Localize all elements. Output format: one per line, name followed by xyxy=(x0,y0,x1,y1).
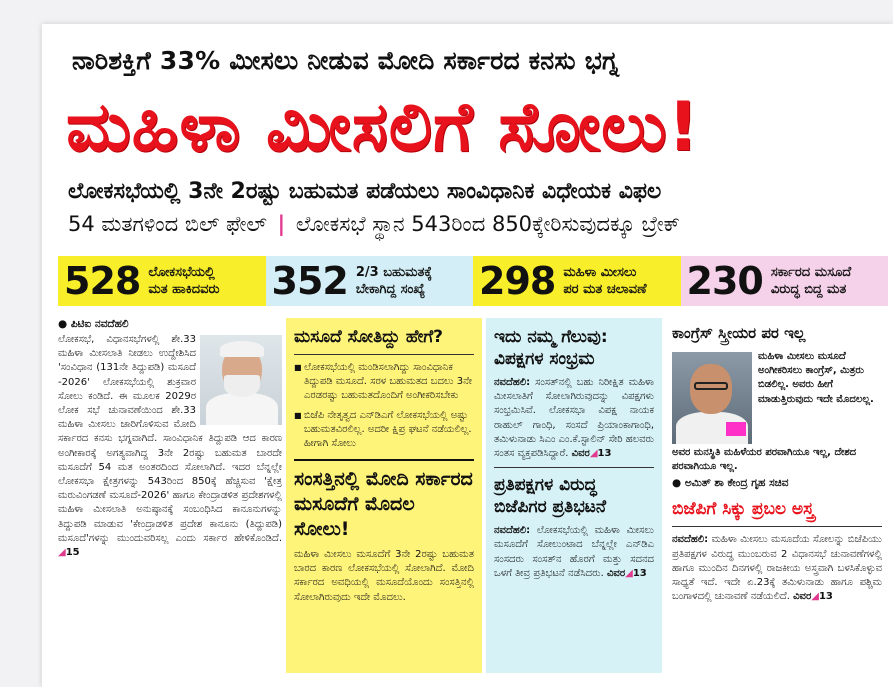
bjp-column xyxy=(666,318,888,673)
congress-heading: ಕಾಂಗ್ರೆಸ್ ಸ್ತ್ರೀಯರ ಪರ ಇಲ್ಲ xyxy=(672,324,806,342)
subheadline-2-part-b: ಲೋಕಸಭೆ ಸ್ಥಾನ 543ರಿಂದ 850ಕ್ಕೇರಿಸುವುದಕ್ಕೂ ಬ್ರೇಕ್ xyxy=(295,212,680,236)
main-headline: ಮಹಿಳಾ ಮೀಸಲಿಗೆ ಸೋಲು! xyxy=(66,88,700,167)
quote-text: ಅವರ ಮನಸ್ಥಿತಿ ಮಹಿಳೆಯರ ಪರವಾಗಿಯೂ ಇಲ್ಲ, ದೇಶದ ಪರವಾಗಿಯೂ ಇಲ್ಲ. xyxy=(672,447,857,473)
explainer-bullet: ■ ಬಿಜೆಪಿ ನೇತೃತ್ವದ ಎನ್‌ಡಿಎಗೆ ಲೋಕಸಭೆಯಲ್ಲಿ ಅಷ್ಟು ಬಹುಮತವಿರಲಿಲ್ಲ. ಅದರೀ ಕ್ಷಿಪ್ರ ಘಟನೆ ನಡೆಯಲಿಲ್ಲ. ಹೀಗಾಗಿ ಸೋಲು xyxy=(294,409,474,451)
bjp-weapon-heading: ಬಿಜೆಪಿಗೆ ಸಿಕ್ಕು ಪ್ರಬಲ ಅಸ್ತ್ರ xyxy=(672,499,815,520)
divider xyxy=(494,467,654,468)
stats-strip xyxy=(58,256,888,306)
stat-number: 298 xyxy=(479,259,556,303)
opposition-column xyxy=(486,318,662,673)
stat-number: 528 xyxy=(64,259,141,303)
first-defeat-body: ಮಹಿಳಾ ಮೀಸಲು ಮಸೂದೆಗೆ 3ನೇ 2ರಷ್ಟು ಬಹುಮತ ಬಾರದ ಕಾರಣ ಲೋಕಸಭೆಯಲ್ಲಿ ಸೋಲಾಗಿದೆ. ಮೋದಿ ಸರ್ಕಾರದ ಅವಧಿಯಲ್ಲಿ ಮಸೂದೆಯೊಂದು ಸಂಸತ್ತಿನಲ್ಲಿ ಸೋಲಾಗಿರುವುದು ಇದೇ ಮೊದಲು. xyxy=(294,549,474,603)
subheadline-2 xyxy=(68,212,888,237)
stat-number: 352 xyxy=(271,259,348,303)
quote-attribution: ● ಅಮಿತ್ ಶಾ ಕೇಂದ್ರ ಗೃಹ ಸಚಿವ xyxy=(672,477,789,490)
first-defeat-heading: ಸಂಸತ್ತಿನಲ್ಲಿ ಮೋದಿ ಸರ್ಕಾರದ ಮಸೂದೆಗೆ ಮೊದಲ ಸೋಲು! xyxy=(294,459,474,542)
stat-box-voted xyxy=(58,256,266,306)
subheadline-1: ಲೋಕಸಭೆಯಲ್ಲಿ 3ನೇ 2ರಷ್ಟು ಬಹುಮತ ಪಡೆಯಲು ಸಾಂವಿಧಾನಿಕ ವಿಧೇಯಕ ವಿಫಲ xyxy=(68,179,662,204)
stat-label: ಮಹಿಳಾ ಮೀಸಲು ಪರ ಮತ ಚಲಾವಣೆ xyxy=(563,265,647,297)
stat-number: 230 xyxy=(686,259,763,303)
bjp-weapon-body: ನವದೆಹಲಿ: ಮಹಿಳಾ ಮೀಸಲು ಮಸೂದೆಯ ಸೋಲನ್ನು ಬಿಜೆಪಿಯು ಪ್ರತಿಪಕ್ಷಗಳ ವಿರುದ್ಧ ಮುಂಬರುವ 2 ವಿಧಾನಸಭೆ ಚುನಾವಣೆಗಳಲ್ಲಿ ಹಾಗೂ ಮುಂದಿನ ದಿನಗಳಲ್ಲಿ ರಾಜಕೀಯ ಅಸ್ತ್ರವಾಗಿ ಬಳಸಿಕೊಳ್ಳುವ ಸಾಧ್ಯತೆ ಇದೆ. ಇದೇ ಏ.23ಕ್ಕೆ ತಮಿಳುನಾಡು ಹಾಗೂ ಪಶ್ಚಿಮ ಬಂಗಾಳದಲ್ಲಿ ಚುನಾವಣೆ ನಡೆಯಲಿದೆ. ವಿವರ◢13 xyxy=(672,534,882,603)
protest-heading: ಪ್ರತಿಪಕ್ಷಗಳ ವಿರುದ್ಧ ಬಿಜೆಪಿಗರ ಪ್ರತಿಭಟನೆ xyxy=(494,475,607,518)
stat-box-required xyxy=(266,256,474,306)
continued-page-ref[interactable]: ವಿವರ◢13 xyxy=(793,591,833,603)
explainer-bullet: ■ ಲೋಕಸಭೆಯಲ್ಲಿ ಮಂಡಿಸಲಾಗಿದ್ದು ಸಾಂವಿಧಾನಿಕ ತಿದ್ದುಪಡಿ ಮಸೂದೆ. ಸರಳ ಬಹುಮತದ ಬದಲು 3ನೇ ಎರಡರಷ್ಟು ಬಹುಮತದೊಂದಿಗೆ ಅಂಗೀಕರಿಸಬೇಕು xyxy=(294,361,474,403)
protest-body: ನವದೆಹಲಿ: ಲೋಕಸಭೆಯಲ್ಲಿ ಮಹಿಳಾ ಮೀಸಲು ಮಸೂದೆಗೆ ಸೋಲುಂಟಾದ ಬೆನ್ನಲ್ಲೇ ಎನ್‌ಡಿಎ ಸಂಸದರು ಸಂಸತ್‌ನ ಹೊರಗೆ ಮತ್ತು ಸದನದ ಒಳಗೆ ತೀವ್ರ ಪ್ರತಿಭಟನೆ ನಡೆಸಿದರು. ವಿವರ◢13 xyxy=(494,525,654,579)
divider xyxy=(672,526,882,527)
opposition-heading: ಇದು ನಮ್ಮ ಗೆಲುವು: ವಿಪಕ್ಷಗಳ ಸಂಭ್ರಮ xyxy=(494,327,608,369)
subheadline-separator: | xyxy=(277,212,286,236)
portrait-photo xyxy=(672,352,752,444)
kicker-headline: ನಾರಿಶಕ್ತಿಗೆ 33% ಮೀಸಲು ನೀಡುವ ಮೋದಿ ಸರ್ಕಾರದ ಕನಸು ಭಗ್ನ xyxy=(72,46,620,75)
stat-box-against xyxy=(681,256,889,306)
explainer-column xyxy=(286,318,482,673)
quote-text: ಮಹಿಳಾ ಮೀಸಲು ಮಸೂದೆ ಅಂಗೀಕರಿಸಲು ಕಾಂಗ್ರೆಸ್, ಮಿತ್ರರು ಬಿಡಲಿಲ್ಲ. ಅವರು ಹೀಗೆ ಮಾಡುತ್ತಿರುವುದು ಇದೇ ಮೊದಲಲ್ಲ. xyxy=(758,351,874,405)
continued-page-ref[interactable]: ವಿವರ◢13 xyxy=(571,448,612,460)
lead-story-body: ಲೋಕಸಭೆ, ವಿಧಾನಸಭೆಗಳಲ್ಲಿ ಶೇ.33 ಮಹಿಳಾ ಮೀಸಲಾತಿ ನೀಡಲು ಉದ್ದೇಶಿಸಿದ 'ಸಂವಿಧಾನ (131ನೇ ತಿದ್ದುಪಡಿ) ಮಸೂದೆ -2026' ಲೋಕಸಭೆಯಲ್ಲಿ ಶುಕ್ರವಾರ ಸೋಲು ಕಂಡಿದೆ. ಈ ಮೂಲಕ 2029ರ ಲೋಕ ಸಭೆ ಚುನಾವಣೆಯಿಂದ ಶೇ.33 ಮಹಿಳಾ ಮೀಸಲು ಜಾರಿಗೊಳಿಸುವ ಮೋದಿ ಸರ್ಕಾರದ ಕನಸು ಭಗ್ನವಾಗಿದೆ. ಸಾಂವಿಧಾನಿಕ ತಿದ್ದುಪಡಿ ಆದ ಕಾರಣ ಅಂಗೀಕಾರಕ್ಕೆ ಅಗತ್ಯವಾಗಿದ್ದ 3ನೇ 2ರಷ್ಟು ಬಹುಮತ ಬಾರದೇ ಮಸೂದೆಗೆ 54 ಮತ ಅಂತರದಿಂದ ಸೋಲಾಗಿದೆ. ಇದರ ಬೆನ್ನಲ್ಲೇ ಲೋಕಸಭಾ ಕ್ಷೇತ್ರಗಳನ್ನು 543ರಿಂದ 850ಕ್ಕೆ ಹೆಚ್ಚಿಸುವ 'ಕ್ಷೇತ್ರ ಮರುವಿಂಗಡಣೆ ಮಸೂದೆ-2026' ಹಾಗೂ ಕೇಂದ್ರಾಡಳಿತ ಪ್ರದೇಶಗಳಲ್ಲಿ ಮಹಿಳಾ ಮೀಸಲಾತಿ ಅನುಷ್ಠಾನಕ್ಕೆ ಸಂಬಂಧಿಸಿದ ಕಾನೂನುಗಳನ್ನು ತಿದ್ದುಪಡಿ ಮಾಡುವ 'ಕೇಂದ್ರಾಡಳಿತ ಪ್ರದೇಶ ಕಾನೂನು (ತಿದ್ದುಪಡಿ) ಮಸೂದೆ'ಗಳನ್ನು ಮುಂದುವರಿಸಲ್ಲ ಎಂದು ಸರ್ಕಾರ ಹೇಳಿಕೊಂಡಿದೆ. ◢15 xyxy=(58,334,282,559)
newspaper-page xyxy=(42,24,893,687)
subheadline-2-part-a: 54 ಮತಗಳಿಂದ ಬಿಲ್ ಫೇಲ್ xyxy=(68,212,267,236)
byline: ● ಪಿಟಿಐ ನವದೆಹಲಿ xyxy=(58,318,129,330)
stat-label: 2/3 ಬಹುಮತಕ್ಕೆ ಬೇಕಾಗಿದ್ದ ಸಂಖ್ಯೆ xyxy=(355,265,432,297)
lead-story-column xyxy=(58,318,282,673)
opposition-body: ನವದೆಹಲಿ: ಸಂಸತ್‌ನಲ್ಲಿ ಬಹು ನಿರೀಕ್ಷಿತ ಮಹಿಳಾ ಮೀಸಲಾತಿಗೆ ಸೋಲಾಗಿರುವುದನ್ನು ವಿಪಕ್ಷಗಳು ಸಂಭ್ರಮಿಸಿವೆ. ಲೋಕಸಭಾ ವಿಪಕ್ಷ ನಾಯಕ ರಾಹುಲ್ ಗಾಂಧಿ, ಸಂಸದೆ ಪ್ರಿಯಾಂಕಾಗಾಂಧಿ, ತಮಿಳುನಾಡು ಸಿಎಂ ಎಂ.ಕೆ.ಸ್ಟಾಲಿನ್ ಸೇರಿ ಹಲವರು ಸಂತಸ ವ್ಯಕ್ತಪಡಿಸಿದ್ದಾರೆ. ವಿವರ◢13 xyxy=(494,377,654,460)
continued-page-ref[interactable]: ◢15 xyxy=(58,547,80,559)
divider xyxy=(294,354,474,355)
stat-label: ಸರ್ಕಾರದ ಮಸೂದೆ ವಿರುದ್ಧ ಬಿದ್ದ ಮತ xyxy=(770,265,852,297)
stat-box-in-favour xyxy=(473,256,681,306)
explainer-heading: ಮಸೂದೆ ಸೋತಿದ್ದು ಹೇಗೆ? xyxy=(294,327,444,347)
stat-label: ಲೋಕಸಭೆಯಲ್ಲಿ ಮತ ಹಾಕಿದವರು xyxy=(148,265,220,297)
continued-page-ref[interactable]: ವಿವರ◢13 xyxy=(606,567,647,579)
portrait-photo xyxy=(200,335,282,425)
